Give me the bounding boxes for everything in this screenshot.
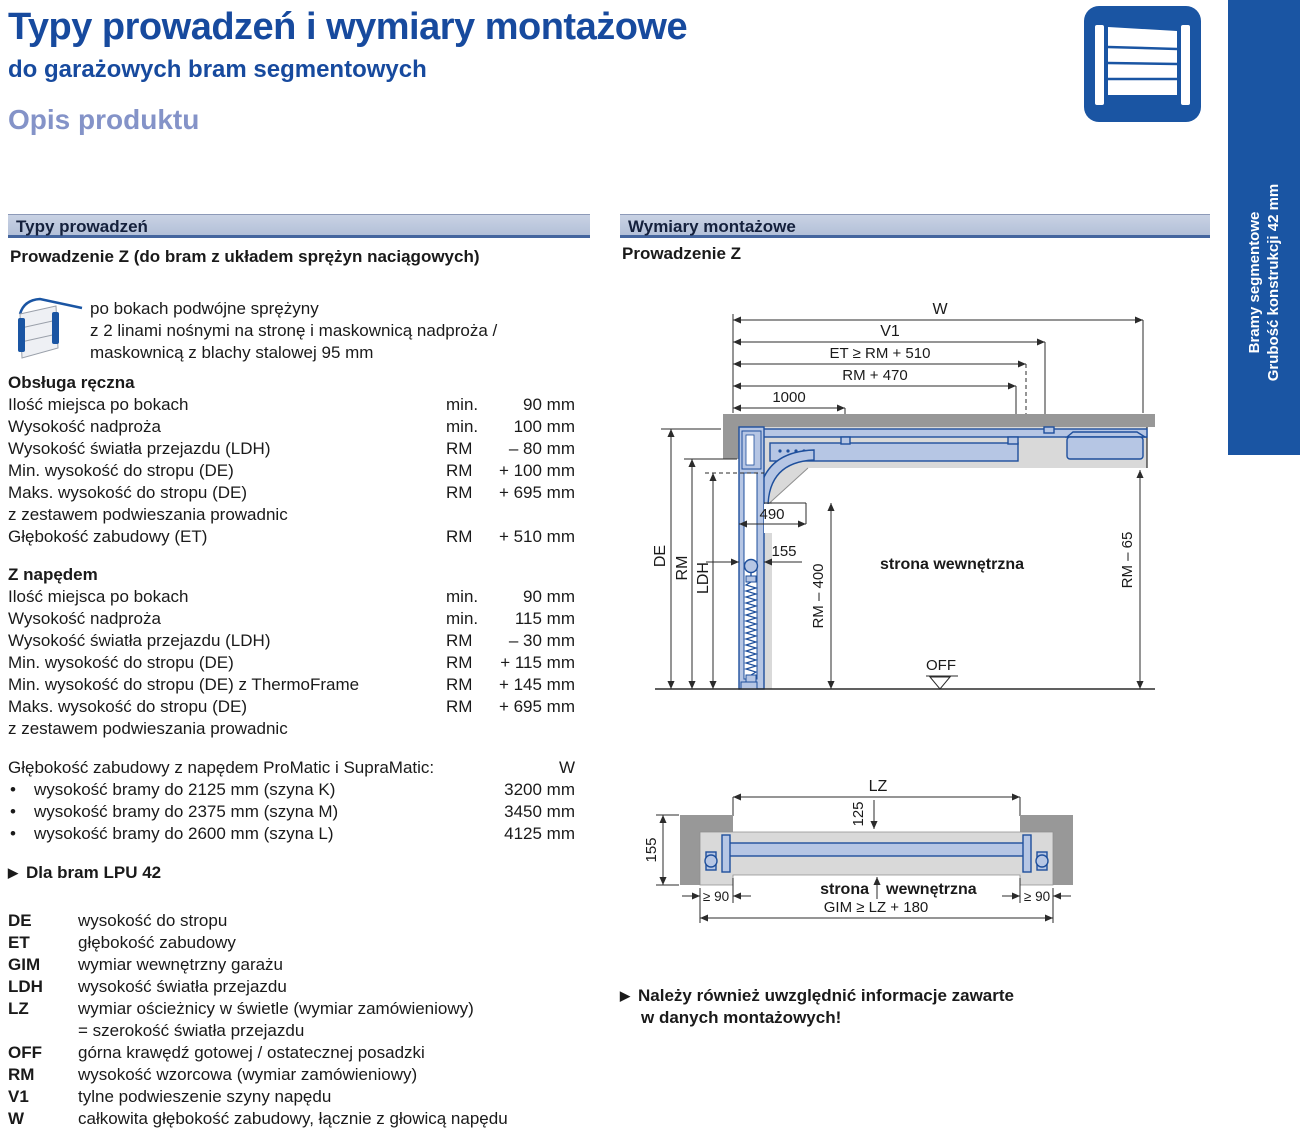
legend-row: [8, 910, 590, 932]
spec-ref: RM: [446, 675, 473, 694]
dim-155-plan-label: 155: [643, 837, 660, 863]
roller: [745, 560, 758, 573]
dim-de-label: DE: [652, 544, 669, 568]
spec-row: [8, 696, 578, 718]
legend-term: V1: [8, 1087, 29, 1106]
depth-section: [8, 757, 578, 845]
spec-label: Min. wysokość do stropu (DE) z ThermoFrame: [8, 675, 360, 694]
dim-gim-label: GIM ≥ LZ + 180: [823, 899, 929, 916]
spec-ref: RM: [446, 439, 473, 458]
dim-490-label: 490: [759, 506, 785, 523]
mounting-data-note-line1: Należy również uwzględnić informacje zawarte: [638, 986, 1014, 1005]
lpu-note: [8, 862, 161, 884]
legend-desc-line2: = szerokość światła przejazdu: [78, 1021, 305, 1040]
legend-desc: wysokość światła przejazdu: [78, 977, 287, 996]
spec-ref: RM: [446, 653, 473, 672]
depth-row: [8, 779, 578, 801]
legend-desc: wymiar wewnętrzny garażu: [78, 955, 284, 974]
dim-lz: [733, 797, 1020, 816]
spec-label: Ilość miejsca po bokach: [8, 587, 189, 606]
spec-label: Wysokość światła przejazdu (LDH): [8, 439, 271, 458]
spec-row: [8, 482, 578, 504]
track-type-icon: [6, 292, 88, 370]
dim-lz-label: LZ: [868, 778, 888, 795]
spec-value: – 80 mm: [508, 439, 575, 458]
spec-label: Maks. wysokość do stropu (DE): [8, 483, 248, 502]
spec-value: + 145 mm: [498, 675, 575, 694]
depth-heading: Głębokość zabudowy z napędem ProMatic i SupraMatic:: [8, 758, 435, 777]
spec-row: [8, 416, 578, 438]
spec-row: [8, 504, 578, 526]
dim-125-label: 125: [850, 801, 867, 827]
manual-section: [8, 372, 578, 548]
spec-row: [8, 674, 578, 696]
legend-term: W: [8, 1109, 25, 1128]
legend-row: [8, 932, 590, 954]
legend-row: [8, 1086, 590, 1108]
depth-row: [8, 823, 578, 845]
intro-line: z 2 linami nośnymi na stronę i maskownicą nadproża /: [90, 321, 498, 340]
left-section-bar: Typy prowadzeń: [8, 214, 590, 238]
legend-term: GIM: [8, 955, 41, 974]
intro-text: [90, 298, 497, 364]
spec-value: 115 mm: [514, 609, 575, 628]
arrow-bullet-icon: ▶: [620, 988, 630, 1003]
vertical-track: [739, 427, 764, 689]
legend-desc: całkowita głębokość zabudowy, łącznie z głowicą napędu: [78, 1109, 508, 1128]
legend-row: [8, 1042, 590, 1064]
spec-label: Głębokość zabudowy (ET): [8, 527, 208, 546]
legend-row: [8, 976, 590, 998]
inner-side-plan: [820, 877, 977, 899]
dim-155-label: 155: [771, 543, 797, 560]
spec-value: 90 mm: [523, 395, 575, 414]
spec-ref: min.: [446, 609, 479, 628]
spec-label: Ilość miejsca po bokach: [8, 395, 189, 414]
depth-heading-row: [8, 757, 578, 779]
spec-value: 90 mm: [523, 587, 575, 606]
spec-row: [8, 630, 578, 652]
dim-90-right-label: ≥ 90: [1023, 889, 1051, 904]
legend-term: OFF: [8, 1043, 42, 1062]
legend-term: DE: [8, 911, 32, 930]
legend-term: LDH: [8, 977, 43, 996]
spec-row: [8, 652, 578, 674]
bullet-icon: •: [10, 780, 16, 799]
depth-value: 3450 mm: [504, 802, 575, 821]
powered-title: Z napędem: [8, 565, 98, 584]
legend-desc: wysokość wzorcowa (wymiar zamówieniowy): [78, 1065, 418, 1084]
legend-row: [8, 1064, 590, 1086]
dim-w-label: W: [932, 301, 948, 318]
spec-label: Wysokość światła przejazdu (LDH): [8, 631, 271, 650]
inner-side-label: strona wewnętrzna: [879, 556, 1025, 573]
legend: [8, 910, 590, 1130]
left-heading: Prowadzenie Z (do bram z układem sprężyn naciągowych): [10, 247, 480, 266]
spec-ref: RM: [446, 483, 473, 502]
legend-row: [8, 1108, 590, 1130]
spec-label: z zestawem podwieszania prowadnic: [8, 505, 288, 524]
spec-row: [8, 526, 578, 548]
dim-off-label: OFF: [926, 657, 956, 674]
side-tab: [1228, 0, 1300, 455]
powered-section: [8, 564, 578, 740]
section-title: Opis produktu: [8, 104, 200, 135]
spec-value: + 510 mm: [498, 527, 575, 546]
spec-value: + 695 mm: [498, 483, 575, 502]
legend-term: LZ: [8, 999, 29, 1018]
spec-label: Maks. wysokość do stropu (DE): [8, 697, 248, 716]
spec-value: + 695 mm: [498, 697, 575, 716]
spec-label: Wysokość nadproża: [8, 609, 161, 628]
legend-row: [8, 954, 590, 976]
right-heading: Prowadzenie Z: [622, 244, 742, 263]
legend-desc: górna krawędź gotowej / ostatecznej posadzki: [78, 1043, 425, 1062]
spec-row: [8, 438, 578, 460]
spec-row: [8, 394, 578, 416]
arrow-bullet-icon: ▶: [8, 865, 18, 880]
page-title: Typy prowadzeń i wymiary montażowe: [8, 6, 688, 48]
depth-heading-value: W: [558, 758, 575, 777]
dim-v1-label: V1: [880, 323, 900, 340]
spec-value: + 100 mm: [498, 461, 575, 480]
legend-desc: wysokość do stropu: [78, 911, 228, 930]
dim-rm-label: RM: [674, 555, 691, 581]
spec-value: + 115 mm: [500, 653, 575, 672]
spec-ref: RM: [446, 697, 473, 716]
spec-ref: RM: [446, 527, 473, 546]
side-tab-line1: Bramy segmentowe: [1246, 211, 1263, 354]
right-section-bar: Wymiary montażowe: [620, 214, 1210, 238]
off-floor-symbol: [926, 657, 958, 689]
spec-row: [8, 586, 578, 608]
spec-ref: RM: [446, 461, 473, 480]
spec-ref: min.: [446, 587, 479, 606]
inner-side-plan-label1: strona: [820, 881, 869, 898]
page-subtitle: do garażowych bram segmentowych: [8, 56, 427, 83]
bullet-icon: •: [10, 824, 16, 843]
spec-row: [8, 608, 578, 630]
mounting-data-note-line2: w danych montażowych!: [641, 1008, 842, 1027]
legend-term: RM: [8, 1065, 35, 1084]
legend-row: [8, 998, 590, 1042]
spec-label: Wysokość nadproża: [8, 417, 161, 436]
spec-value: 100 mm: [513, 417, 575, 436]
spec-label: Min. wysokość do stropu (DE): [8, 461, 234, 480]
legend-desc: tylne podwieszenie szyny napędu: [78, 1087, 332, 1106]
legend-term: ET: [8, 933, 30, 952]
dim-1000-label: 1000: [772, 389, 806, 406]
dim-rm65-label: RM – 65: [1119, 531, 1136, 589]
spec-value: – 30 mm: [508, 631, 575, 650]
legend-desc: głębokość zabudowy: [78, 933, 236, 952]
dim-90-left-label: ≥ 90: [702, 889, 730, 904]
dim-rm470-label: RM + 470: [842, 367, 908, 384]
lpu-note-text: Dla bram LPU 42: [26, 863, 162, 882]
dim-et-label: ET ≥ RM + 510: [829, 345, 931, 362]
spec-label: z zestawem podwieszania prowadnic: [8, 719, 288, 738]
inner-side-plan-label2: wewnętrzna: [886, 881, 977, 898]
depth-label: wysokość bramy do 2600 mm (szyna L): [34, 824, 334, 843]
side-view: [652, 301, 1155, 689]
legend-desc: wymiar ościeżnicy w świetle (wymiar zamówieniowy): [78, 999, 474, 1018]
depth-label: wysokość bramy do 2375 mm (szyna M): [34, 802, 339, 821]
operator-head: [1067, 437, 1143, 459]
spec-ref: min.: [446, 395, 479, 414]
plan-view: [643, 778, 1073, 923]
spec-label: Min. wysokość do stropu (DE): [8, 653, 234, 672]
intro-line: po bokach podwójne sprężyny: [90, 299, 319, 318]
mounting-dimensions-drawing: [620, 278, 1212, 940]
dim-rm400-label: RM – 400: [810, 563, 827, 629]
depth-value: 3200 mm: [504, 780, 575, 799]
spec-ref: min.: [446, 417, 479, 436]
side-tab-line2: Grubość konstrukcji 42 mm: [1265, 183, 1282, 382]
spec-row: [8, 460, 578, 482]
depth-value: 4125 mm: [504, 824, 575, 843]
dim-ldh-label: LDH: [695, 561, 712, 595]
sectional-door-icon: [1083, 5, 1202, 123]
intro-line: maskownicą z blachy stalowej 95 mm: [90, 343, 374, 362]
depth-row: [8, 801, 578, 823]
spec-row: [8, 718, 578, 740]
mounting-data-note: [620, 985, 1210, 1029]
depth-label: wysokość bramy do 2125 mm (szyna K): [34, 780, 336, 799]
manual-title: Obsługa ręczna: [8, 373, 135, 392]
bullet-icon: •: [10, 802, 16, 821]
spec-ref: RM: [446, 631, 473, 650]
